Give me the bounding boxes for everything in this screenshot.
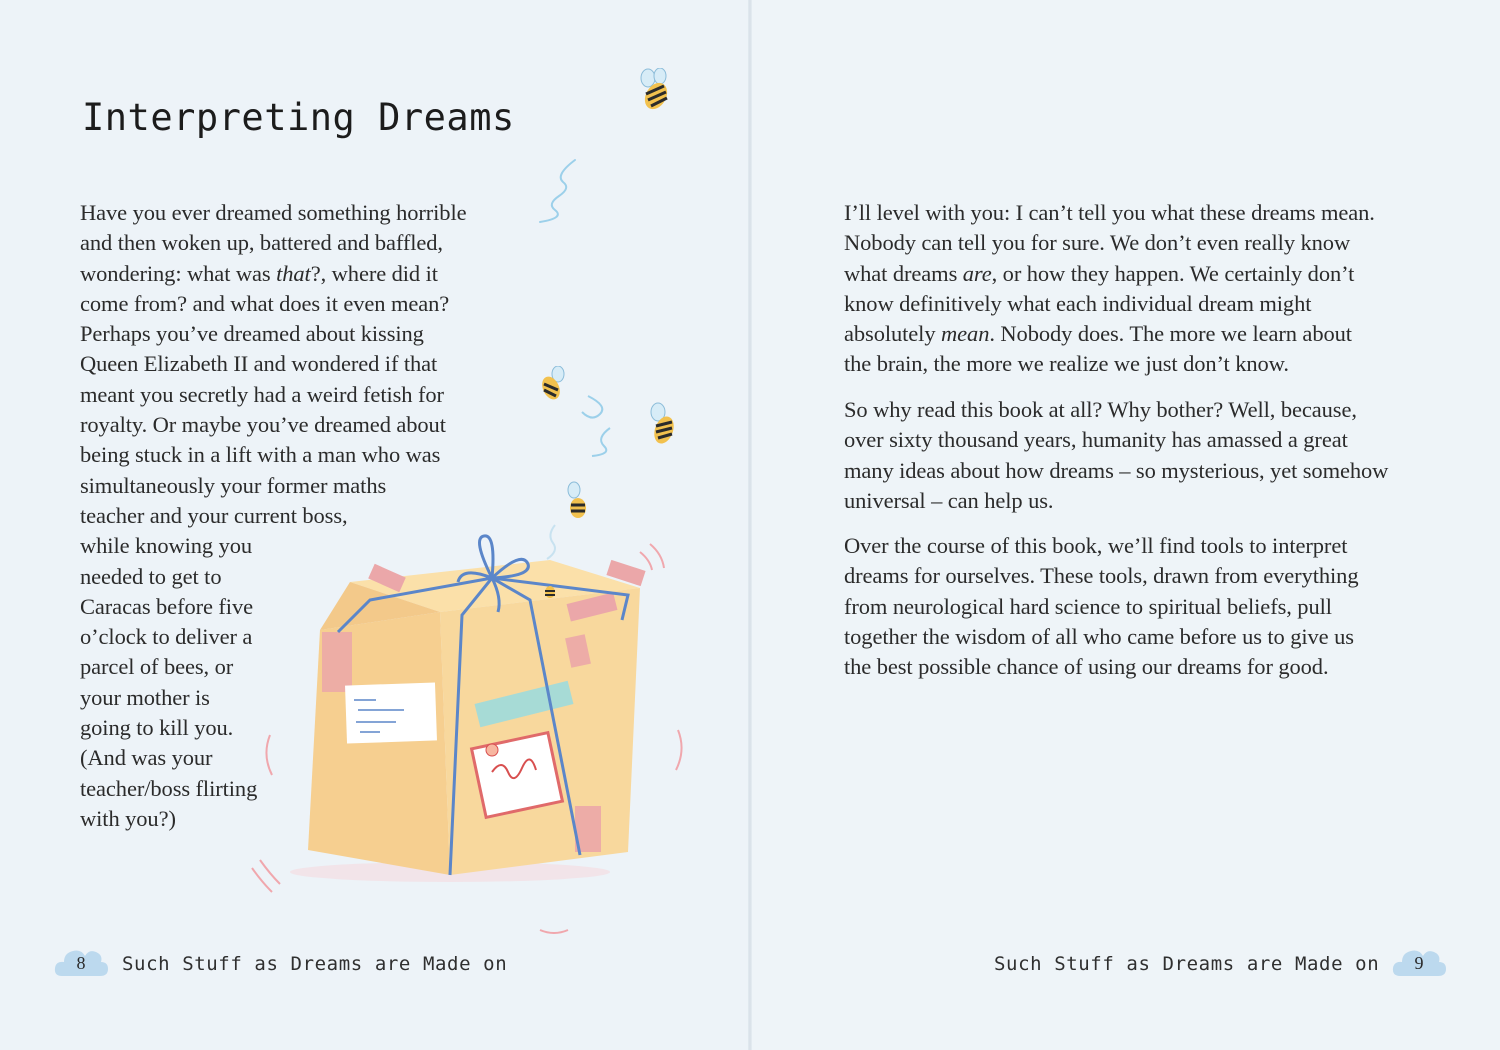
text-line: going to kill you.	[80, 715, 234, 741]
text-line: meant you secretly had a weird fetish for	[80, 381, 444, 407]
bee-icon	[541, 582, 559, 600]
text-line: while knowing you	[80, 533, 253, 559]
bee-icon	[562, 480, 592, 520]
cloud-icon	[54, 942, 108, 982]
page-number: 9	[1414, 953, 1424, 973]
book-gutter	[748, 0, 752, 1050]
cloud-icon	[1392, 942, 1446, 982]
text-line: come from? and what does it even mean?	[80, 290, 450, 316]
text-line: I’ll level with you: I can’t tell you what these dreams mean.	[844, 200, 1375, 225]
text-line: with you?)	[80, 805, 176, 831]
text-line: Have you ever dreamed something horrible	[80, 200, 467, 225]
text-line: together the wisdom of all who came before us to give us	[844, 623, 1354, 649]
bee-icon	[644, 402, 684, 450]
text-line: teacher/boss flirting	[80, 775, 258, 801]
text-line: wondering: what was that?, where did it	[80, 260, 438, 286]
text-line: the brain, the more we realize we just don’t know.	[844, 351, 1289, 377]
left-paragraph	[80, 198, 467, 834]
page-number: 8	[76, 953, 86, 973]
text-line: simultaneously your former maths	[80, 472, 387, 498]
right-paragraph-3	[844, 531, 1358, 682]
text-line: your mother is	[80, 684, 210, 710]
running-title: Such Stuff as Dreams are Made on	[994, 953, 1380, 975]
text-line: from neurological hard science to spiritual beliefs, pull	[844, 593, 1332, 619]
bee-icon	[536, 366, 570, 406]
text-line: Queen Elizabeth II and wondered if that	[80, 351, 438, 377]
text-line: the best possible chance of using our dreams for good.	[844, 654, 1329, 680]
text-line: know definitively what each individual dream might	[844, 290, 1312, 316]
text-line: needed to get to	[80, 563, 222, 589]
text-line: So why read this book at all? Why bother? Well, because,	[844, 397, 1357, 422]
right-paragraph-2	[844, 395, 1388, 516]
text-line: Caracas before five	[80, 593, 253, 619]
text-line: teacher and your current boss,	[80, 502, 348, 528]
chapter-title: Interpreting Dreams	[82, 96, 515, 139]
text-line: (And was your	[80, 745, 213, 771]
right-page	[752, 0, 1500, 1050]
right-paragraph-1	[844, 198, 1375, 380]
text-line: Nobody can tell you for sure. We don’t even really know	[844, 230, 1351, 256]
text-line: Over the course of this book, we’ll find tools to interpret	[844, 533, 1348, 558]
text-line: o’clock to deliver a	[80, 624, 253, 650]
text-line: absolutely mean. Nobody does. The more we learn about	[844, 321, 1352, 347]
text-line: royalty. Or maybe you’ve dreamed about	[80, 412, 446, 438]
bee-icon	[636, 68, 676, 118]
running-title: Such Stuff as Dreams are Made on	[122, 953, 508, 975]
text-line: and then woken up, battered and baffled,	[80, 230, 443, 256]
text-line: many ideas about how dreams – so mysterious, yet somehow	[844, 457, 1389, 483]
text-line: dreams for ourselves. These tools, drawn from everything	[844, 563, 1359, 589]
text-line: over sixty thousand years, humanity has amassed a great	[844, 427, 1348, 453]
text-line: Perhaps you’ve dreamed about kissing	[80, 321, 424, 347]
text-line: being stuck in a lift with a man who was	[80, 442, 441, 468]
text-line: universal – can help us.	[844, 487, 1054, 513]
text-line: parcel of bees, or	[80, 654, 234, 680]
text-line: what dreams are, or how they happen. We certainly don’t	[844, 260, 1355, 286]
